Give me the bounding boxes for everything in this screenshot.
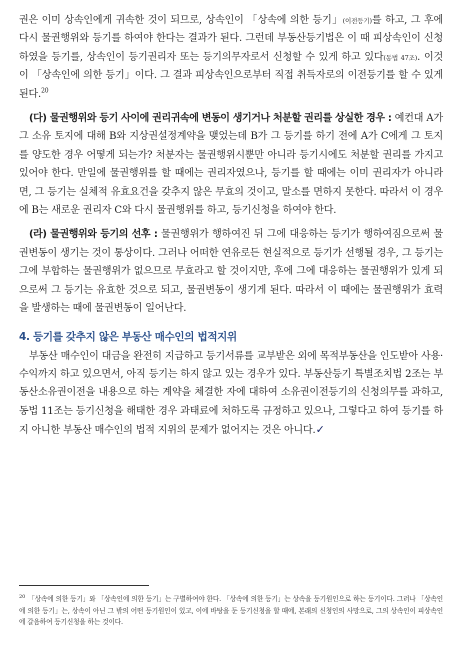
paragraph-text: 권은 이미 상속인에게 귀속한 것이 되므로, 상속인이 「상속에 의한 등기」	[19, 15, 343, 26]
paragraph-text: 예컨대 A가 그 소유 토지에 대해 B와 지상권설정계약을 맺었는데 B가 그 등기를 하기 전에 A가 C에게 그 토지를 양도한 경우 어떻게 되는가? 처분자는 물권행위시뿐만 아니라 등기시에도 처분할 권리를 가지고 있어야 한다. 만일에 물권행위를 할 때에는 권리자였으나, 등기를 할 때에는 이미 권리자가 아니라면, 그 등기는 실체적 유효요건을 갖추지 않은 무효의 것이고, 말소를 면하지 못한다. 따라서 이 경우에 B는 새로운 권리자 C와 다시 물권행위를 하고, 등기신청을 하여야 한다.	[19, 113, 443, 217]
inline-note: (이전등기)	[342, 17, 372, 25]
inline-citation: (동법 47조)	[383, 53, 418, 62]
paragraph-heading: (다) 물권행위와 등기 사이에 권리귀속에 변동이 생기거나 처분할 권리를 상실한 경우 :	[29, 113, 392, 125]
section-heading: 4. 등기를 갖추지 않은 부동산 매수인의 법적지위	[19, 330, 237, 343]
paragraph-heading: (라) 물권행위와 등기의 선후 :	[29, 229, 158, 241]
footnote-reference[interactable]: 20	[41, 87, 49, 95]
paragraph-text: 부동산 매수인이 대금을 완전히 지급하고 등기서류를 교부받은 외에 목적부동산을 인도받아 사용·수익까지 하고 있으면서, 아직 등기는 하지 않고 있는 경우가 있다. 부동산등기 특별조치법 2조는 부동산소유권이전을 내용으로 하는 계약을 체결한 자에 대하여 소유권이전등기의 신청의무를 과하고, 동법 11조는 등기신청을 해태한 경우 과태료에 처하도록 규정하고 있으나, 그렇다고 하여 등기를 하지 아니한 부동산 매수인의 법적 지위의 문제가 없어지는 것은 아니다.	[19, 350, 443, 437]
paragraph-text: 물권행위가 행하여진 뒤 그에 대응하는 등기가 행하여짐으로써 물권변동이 생기는 것이 통상이다. 그러나 어떠한 연유로든 현실적으로 등기가 선행될 경우, 그 등기는 그에 부합하는 물권행위가 없으므로 무효라고 할 것이지만, 후에 그에 대응하는 물권행위가 있게 되으로써 그 등기는 유효한 것으로 되고, 물권변동이 생기게 된다. 따라서 이 때에는 물권행위가 효력을 발생하는 때에 물권변동이 일어난다.	[19, 229, 443, 315]
paragraph-case-da	[19, 110, 443, 220]
paragraph-text: . 이것이 「상속인에 의한 등기」이다. 그 결과 피상속인으로부터 직접 취득자로의 이전등기를 할 수 있게 된다.	[19, 51, 444, 100]
footnote	[19, 592, 443, 628]
footnote-divider	[19, 585, 149, 586]
check-mark-icon: ✓	[315, 423, 325, 437]
footnote-text: 「상속에 의한 등기」와 「상속인에 의한 등기」는 구별하여야 한다. 「상속에 의한 등기」는 상속을 등기원인으로 하는 등기이다. 그러나 「상속인에 의한 등기」는, 상속이 아닌 그 밖의 어떤 등기원인이 있고, 이에 바탕을 둔 등기신청을 할 때에, 본래의 신청인의 사망으로, 그의 상속인이 피상속인에 갈음하여 등기신청을 하는 것이다.	[19, 595, 443, 626]
paragraph-continuation	[19, 12, 443, 104]
paragraph-section-4	[19, 348, 443, 441]
paragraph-case-ra	[19, 226, 443, 318]
footnote-number: 20	[19, 594, 26, 600]
paragraph-text: 를 하고, 그 후에 다시 물권행위와 등기를 하여야 한다는 결과가 된다. 그런데 부동산등기법은 이 때 피상속인이 신청하였을 등기를, 상속인이 등기권리자 또는 등기의무자로서 신청할 수 있게 하고 있다	[19, 15, 443, 63]
